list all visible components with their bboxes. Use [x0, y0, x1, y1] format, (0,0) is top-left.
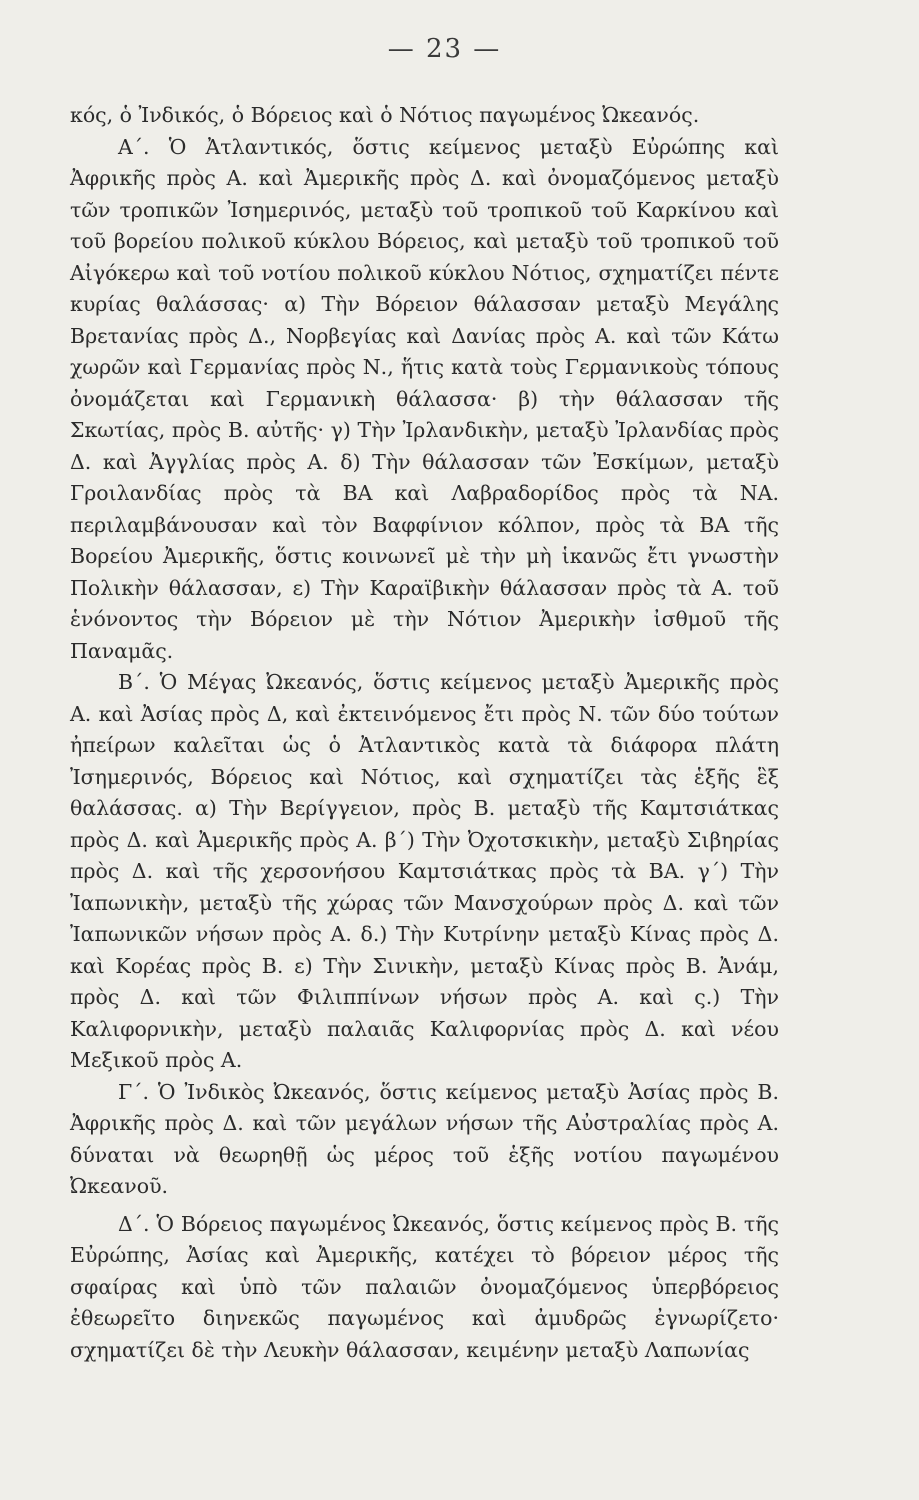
paragraph-atlantic: Α΄. Ὁ Ἀτλαντικός, ὅστις κείμενος μεταξὺ Εὐρώπης καὶ Ἀφρικῆς πρὸς Α. καὶ Ἀμερικῆς πρὸς Δ. καὶ ὀνομαζόμενος μεταξὺ τῶν τροπικῶν Ἰσημερινός, μεταξὺ τοῦ τροπικοῦ τοῦ Καρκίνου καὶ τοῦ βορείου πολικοῦ κύκλου Βόρειος, καὶ μεταξὺ τοῦ τροπικοῦ τοῦ Αἰγόκερω καὶ τοῦ νοτίου πολικοῦ κύκλου Νότιος, σχηματίζει πέντε κυρίας θαλάσσας· α) Τὴν Βόρειον θάλασσαν μεταξὺ Μεγάλης Βρετανίας πρὸς Δ., Νορβεγίας καὶ Δανίας πρὸς Α. καὶ τῶν Κάτω χωρῶν καὶ Γερμανίας πρὸς Ν., ἥτις κατὰ τοὺς Γερμανικοὺς τόπους ὀνομάζεται καὶ Γερμανικὴ θάλασσα· β) τὴν θάλασσαν τῆς Σκωτίας, πρὸς Β. αὐτῆς· γ) Τὴν Ἰρλανδικὴν, μεταξὺ Ἰρλανδίας πρὸς Δ. καὶ Ἀγγλίας πρὸς Α. δ) Τὴν θάλασσαν τῶν Ἐσκίμων, μεταξὺ Γροιλανδίας πρὸς τὰ ΒΑ καὶ Λαβραδορίδος πρὸς τὰ ΝΑ. περιλαμβάνουσαν καὶ τὸν Βαφφίνιον κόλπον, πρὸς τὰ ΒΑ τῆς Βορείου Ἀμερικῆς, ὅστις κοινωνεῖ μὲ τὴν μὴ ἱκανῶς ἔτι γνωστὴν Πολικὴν θάλασσαν, ε) Τὴν Καραϊβικὴν θάλασσαν πρὸς τὰ Α. τοῦ ἑνόνοντος τὴν Βόρειον μὲ τὴν Νότιον Ἀμερικὴν ἰσθμοῦ τῆς Παναμᾶς. — [70, 134, 779, 663]
paragraph-indian: Γ΄. Ὁ Ἰνδικὸς Ὠκεανός, ὅστις κείμενος μεταξὺ Ἀσίας πρὸς Β. Ἀφρικῆς πρὸς Δ. καὶ τῶν μεγάλων νήσων τῆς Αὐστραλίας πρὸς Α. δύναται νὰ θεωρηθῇ ὡς μέρος τοῦ ἑξῆς νοτίου παγωμένου Ὠκεανοῦ. — [70, 1079, 779, 1198]
body-text — [70, 100, 779, 1366]
paragraph-pacific: Β΄. Ὁ Μέγας Ὠκεανός, ὅστις κείμενος μεταξὺ Ἀμερικῆς πρὸς Α. καὶ Ἀσίας πρὸς Δ, καὶ ἐκτεινόμενος ἔτι πρὸς Ν. τῶν δύο τούτων ἠπείρων καλεῖται ὡς ὁ Ἀτλαντικὸς κατὰ τὰ διάφορα πλάτη Ἰσημερινός, Βόρειος καὶ Νότιος, καὶ σχηματίζει τὰς ἑξῆς ἓξ θαλάσσας. α) Τὴν Βερίγγειον, πρὸς Β. μεταξὺ τῆς Καμτσιάτκας πρὸς Δ. καὶ Ἀμερικῆς πρὸς Α. β΄) Τὴν Ὀχοτσκικὴν, μεταξὺ Σιβηρίας πρὸς Δ. καὶ τῆς χερσονήσου Καμτσιάτκας πρὸς τὰ ΒΑ. γ΄) Τὴν Ἰαπωνικὴν, μεταξὺ τῆς χώρας τῶν Μανσχούρων πρὸς Δ. καὶ τῶν Ἰαπωνικῶν νήσων πρὸς Α. δ.) Τὴν Κυτρίνην μεταξὺ Κίνας πρὸς Δ. καὶ Κορέας πρὸς Β. ε) Τὴν Σινικὴν, μεταξὺ Κίνας πρὸς Β. Ἀνάμ, πρὸς Δ. καὶ τῶν Φιλιππίνων νήσων πρὸς Α. καὶ ς.) Τὴν Καλιφορνικὴν, μεταξὺ παλαιᾶς Καλιφορνίας πρὸς Δ. καὶ νέου Μεξικοῦ πρὸς Α. — [70, 670, 779, 1072]
paragraph-arctic: Δ΄. Ὁ Βόρειος παγωμένος Ὠκεανός, ὅστις κείμενος πρὸς Β. τῆς Εὐρώπης, Ἀσίας καὶ Ἀμερικῆς, κατέχει τὸ βόρειον μέρος τῆς σφαίρας καὶ ὑπὸ τῶν παλαιῶν ὀνομαζόμενος ὑπερβόρειος ἐθεωρεῖτο διηνεκῶς παγωμένος καὶ ἀμυδρῶς ἐγνωρίζετο· σχηματίζει δὲ τὴν Λευκὴν θάλασσαν, κειμένην μεταξὺ Λαπωνίας — [70, 1211, 779, 1362]
paragraph-continuation: κός, ὁ Ἰνδικός, ὁ Βόρειος καὶ ὁ Νότιος παγωμένος Ὠκεανός. — [70, 103, 700, 127]
page-number: — 23 — — [387, 34, 502, 64]
